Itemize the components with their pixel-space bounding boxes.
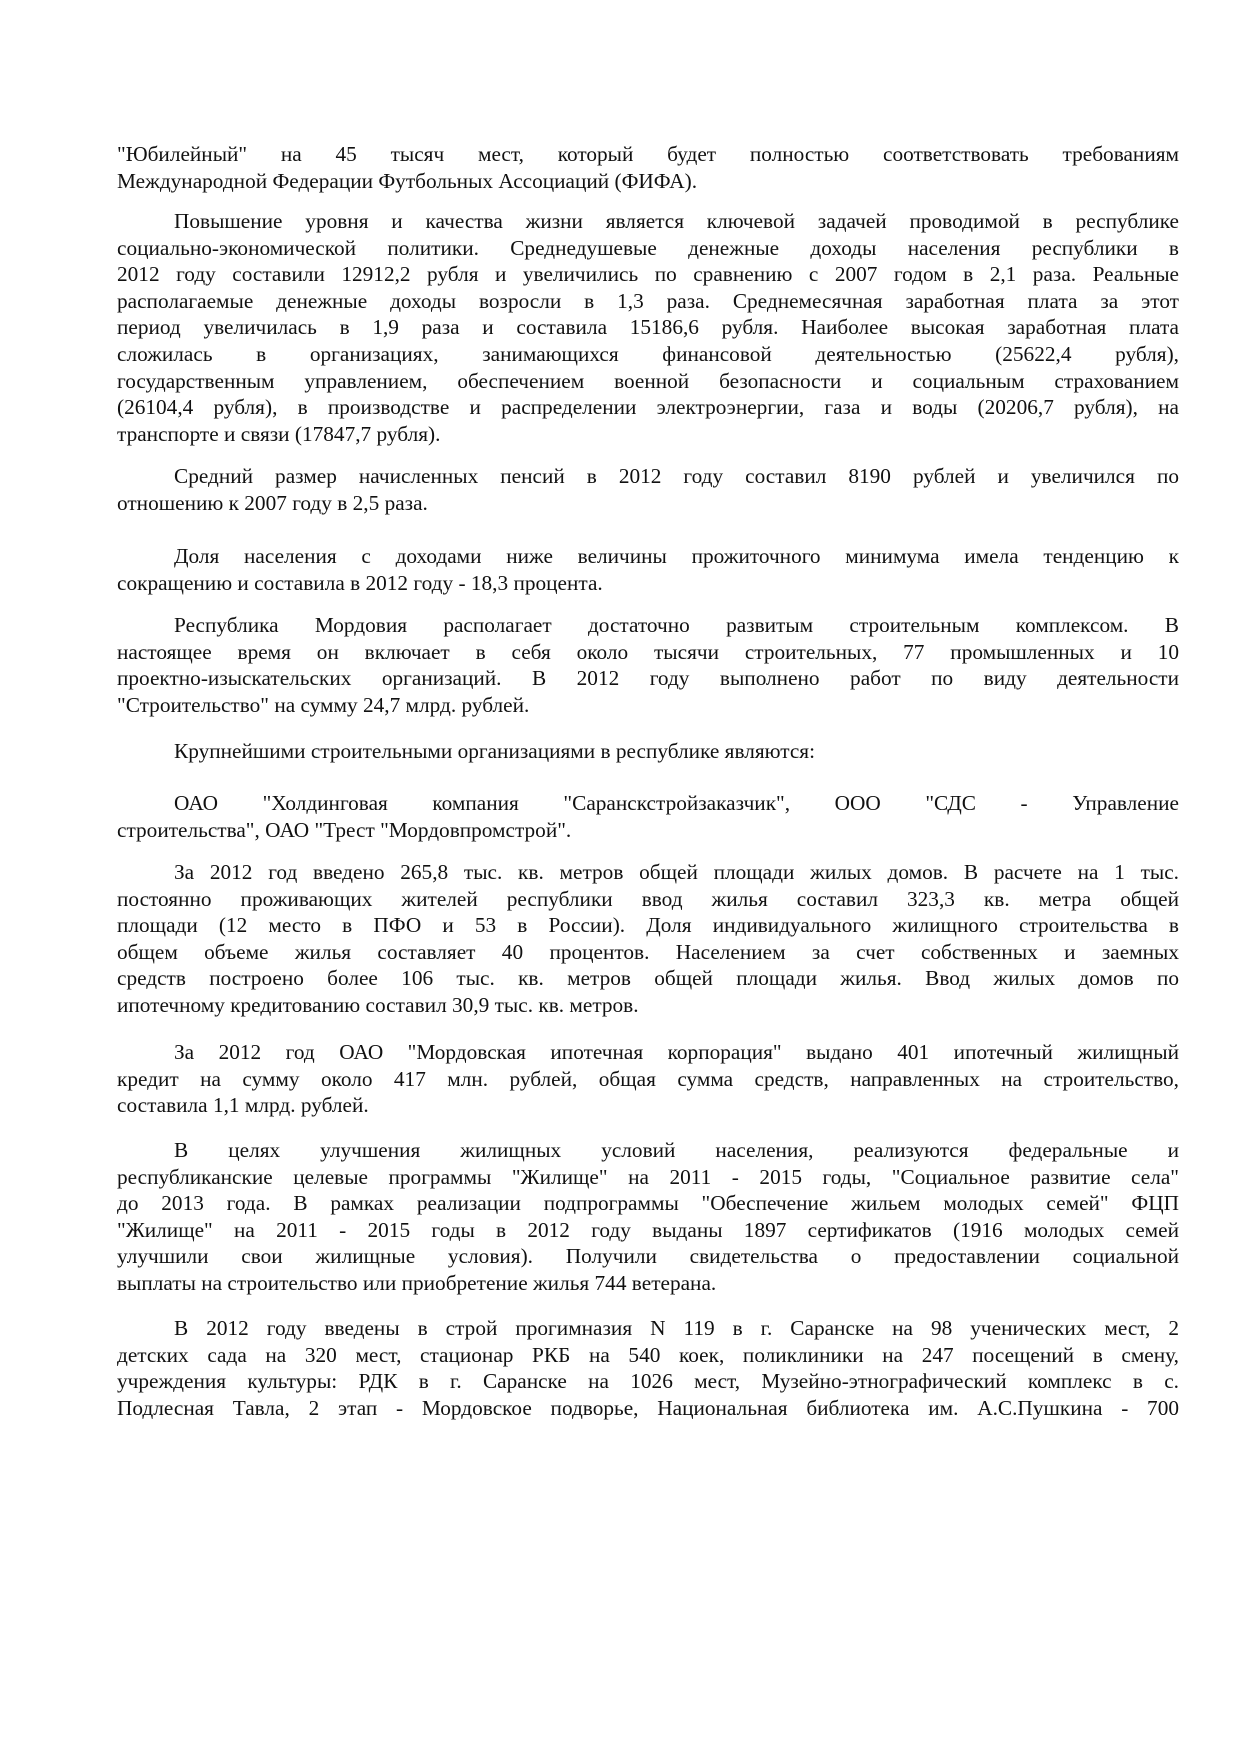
text-line: проектно-изыскательских организаций. В 2012 году выполнено работ по виду деятельности <box>117 666 1179 691</box>
text-line: отношению к 2007 году в 2,5 раза. <box>117 490 428 515</box>
text-line: ипотечному кредитованию составил 30,9 тыс. кв. метров. <box>117 992 639 1017</box>
paragraph-housing-programs <box>117 1137 1179 1297</box>
text-line: ОАО "Холдинговая компания "Саранскстройзаказчик", ООО "СДС - Управление <box>174 791 1179 815</box>
text-line: социально-экономической политики. Среднедушевые денежные доходы населения республики в <box>117 235 1179 260</box>
text-line: "Строительство" на сумму 24,7 млрд. рублей. <box>117 692 530 717</box>
paragraph-pensions <box>117 463 1179 516</box>
text-line: сокращению и составила в 2012 году - 18,3 процента. <box>117 570 603 595</box>
text-line: постоянно проживающих жителей республики ввод жилья составил 323,3 кв. метра общей <box>117 886 1179 911</box>
paragraph-poverty <box>117 543 1179 596</box>
text-line: площади (12 место в ПФО и 53 в России). Доля индивидуального жилищного строительства в <box>117 913 1179 938</box>
text-line: Подлесная Тавла, 2 этап - Мордовское подворье, Национальная библиотека им. А.С.Пушкина - 700 <box>117 1395 1179 1420</box>
text-line: 2012 году составили 12912,2 рубля и увеличились по сравнению с 2007 годом в 2,1 раза. Реальные <box>117 262 1179 287</box>
text-line: Средний размер начисленных пенсий в 2012 году составил 8190 рублей и увеличился по <box>174 464 1179 488</box>
text-line: сложилась в организациях, занимающихся финансовой деятельностью (25622,4 рубля), <box>117 341 1179 366</box>
text-line: За 2012 год ОАО "Мордовская ипотечная корпорация" выдано 401 ипотечный жилищный <box>174 1040 1179 1064</box>
text-line: "Юбилейный" на 45 тысяч мест, который будет полностью соответствовать требованиям <box>117 142 1179 166</box>
text-line: Доля населения с доходами ниже величины прожиточного минимума имела тенденцию к <box>174 544 1179 568</box>
paragraph-housing-commissioned <box>117 859 1179 1019</box>
paragraph-stadium <box>117 141 1179 194</box>
text-line: средств построено более 106 тыс. кв. метров общей площади жилья. Ввод жилых домов по <box>117 966 1179 991</box>
text-line: кредит на сумму около 417 млн. рублей, общая сумма средств, направленных на строительство, <box>117 1066 1179 1091</box>
text-line: строительства", ОАО "Трест "Мордовпромстрой". <box>117 817 572 842</box>
text-line: "Жилище" на 2011 - 2015 годы в 2012 году выданы 1897 сертификатов (1916 молодых семей <box>117 1217 1179 1242</box>
text-line: Международной Федерации Футбольных Ассоциаций (ФИФА). <box>117 168 698 193</box>
text-line: государственным управлением, обеспечением военной безопасности и социальным страхованием <box>117 368 1179 393</box>
text-line: до 2013 года. В рамках реализации подпрограммы "Обеспечение жильем молодых семей" ФЦП <box>117 1191 1179 1216</box>
text-line: Крупнейшими строительными организациями в республике являются: <box>174 739 816 763</box>
paragraph-living-standards <box>117 208 1179 447</box>
text-line: республиканские целевые программы "Жилище" на 2011 - 2015 годы, "Социальное развитие села" <box>117 1164 1179 1189</box>
paragraph-mortgage-corp <box>117 1039 1179 1119</box>
text-line: настоящее время он включает в себя около тысячи строительных, 77 промышленных и 10 <box>117 639 1179 664</box>
text-line: В целях улучшения жилищных условий населения, реализуются федеральные и <box>174 1138 1179 1162</box>
text-line: Повышение уровня и качества жизни является ключевой задачей проводимой в республике <box>174 209 1179 233</box>
text-line: улучшили свои жилищные условия). Получили свидетельства о предоставлении социальной <box>117 1244 1179 1269</box>
text-line: период увеличилась в 1,9 раза и составила 15186,6 рубля. Наиболее высокая заработная плата <box>117 315 1179 340</box>
text-line: выплаты на строительство или приобретение жилья 744 ветерана. <box>117 1270 717 1295</box>
paragraph-facilities-2012 <box>117 1315 1179 1421</box>
text-line: транспорте и связи (17847,7 рубля). <box>117 421 441 446</box>
text-line: За 2012 год введено 265,8 тыс. кв. метров общей площади жилых домов. В расчете на 1 тыс. <box>174 860 1179 884</box>
text-line: располагаемые денежные доходы возросли в 1,3 раза. Среднемесячная заработная плата за этот <box>117 288 1179 313</box>
text-line: общем объеме жилья составляет 40 процентов. Населением за счет собственных и заемных <box>117 939 1179 964</box>
text-line: учреждения культуры: РДК в г. Саранске на 1026 мест, Музейно-этнографический комплекс в с. <box>117 1369 1179 1394</box>
text-line: Республика Мордовия располагает достаточно развитым строительным комплексом. В <box>174 613 1179 637</box>
paragraph-largest-orgs-intro <box>117 738 1179 765</box>
paragraph-largest-orgs-list <box>117 790 1179 843</box>
text-line: детских сада на 320 мест, стационар РКБ на 540 коек, поликлиники на 247 посещений в смену, <box>117 1342 1179 1367</box>
text-line: (26104,4 рубля), в производстве и распределении электроэнергии, газа и воды (20206,7 рубля), на <box>117 395 1179 420</box>
paragraph-construction-complex <box>117 612 1179 718</box>
text-line: В 2012 году введены в строй прогимназия N 119 в г. Саранске на 98 ученических мест, 2 <box>174 1316 1179 1340</box>
text-line: составила 1,1 млрд. рублей. <box>117 1093 369 1118</box>
